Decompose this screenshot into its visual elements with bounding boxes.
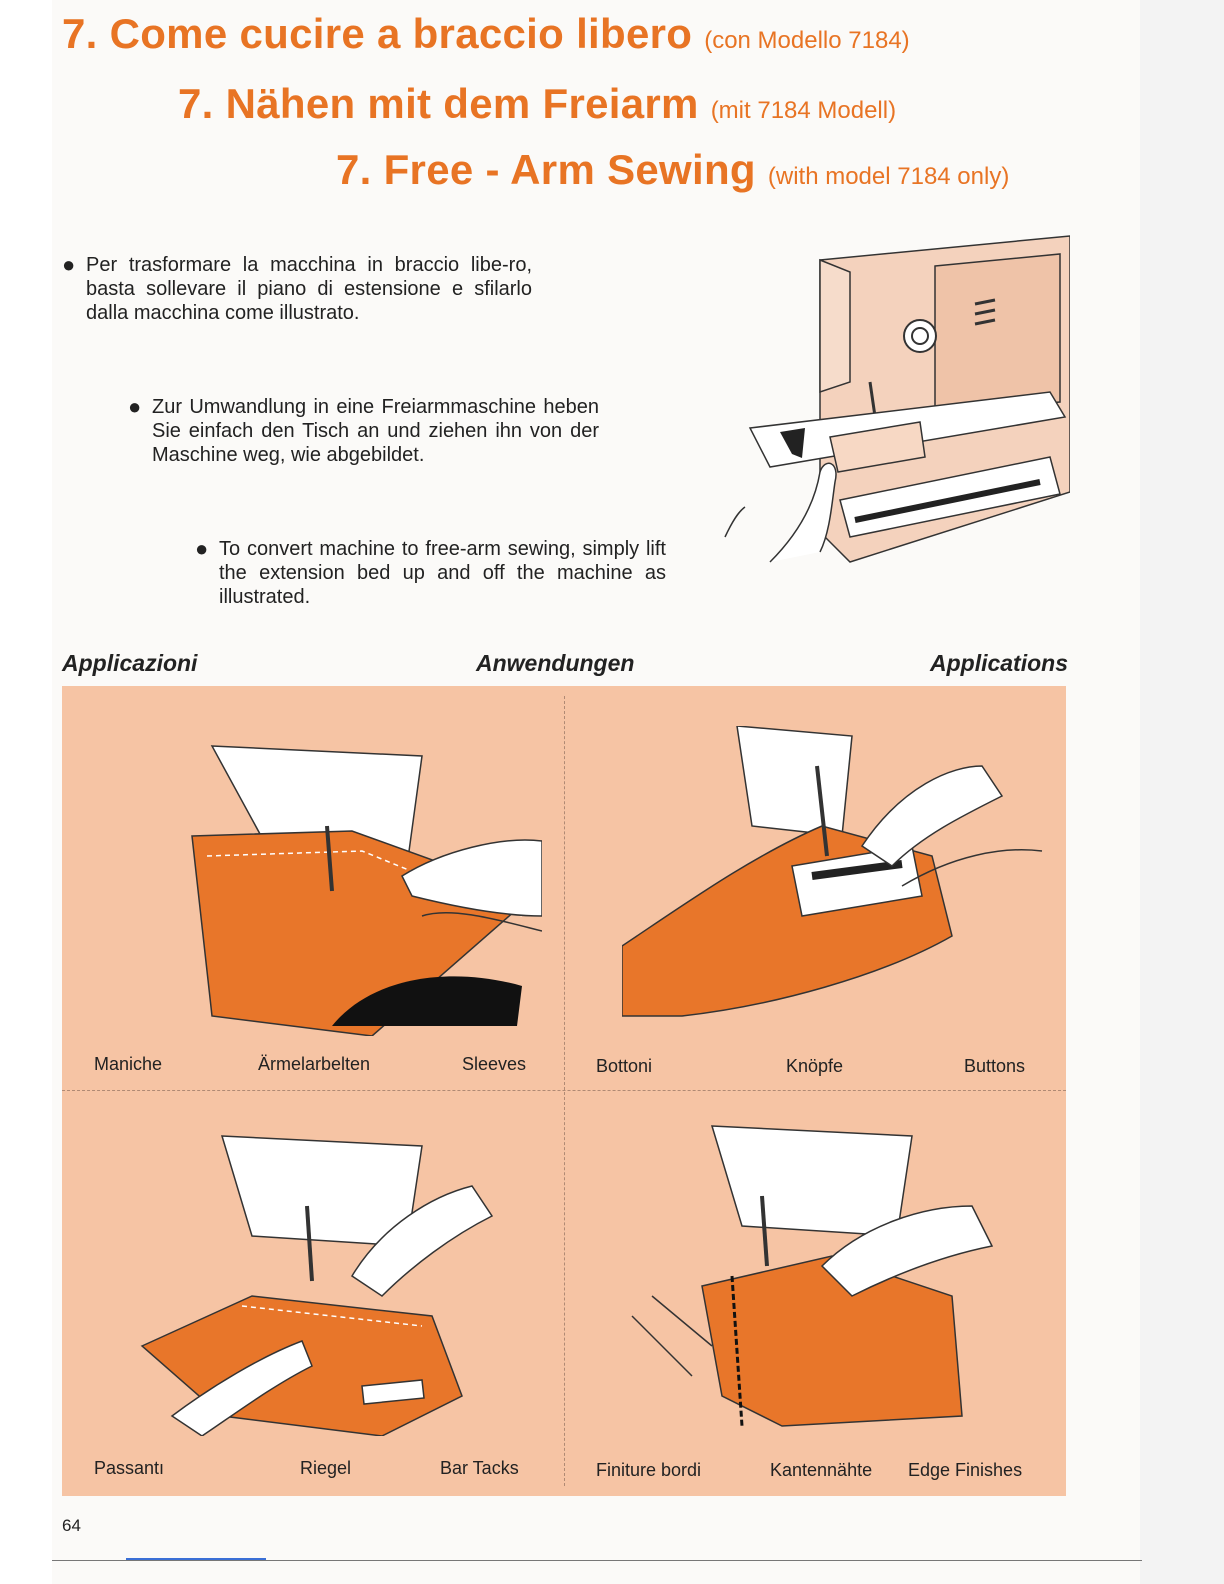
caption-sleeves-italian: Maniche	[94, 1054, 163, 1074]
caption-edge-finishes-english: Edge Finishes	[908, 1460, 1023, 1480]
caption-bar-tacks-english: Bar Tacks	[440, 1458, 519, 1478]
caption-buttons-italian: Bottoni	[596, 1056, 653, 1076]
caption-buttons-german: Knöpfe	[786, 1056, 844, 1076]
sleeve-sewing-illustration	[122, 716, 542, 1036]
section-title-italian: Applicazioni	[62, 650, 198, 676]
page-number: 64	[62, 1516, 81, 1535]
bullet-icon: ●	[195, 536, 209, 561]
heading-english: 7. Free - Arm Sewing (with model 7184 only)	[336, 146, 1010, 193]
applications-panel	[62, 686, 1066, 1496]
bullet-icon: ●	[128, 394, 142, 419]
caption-sleeves-german: Ärmelarbelten	[258, 1054, 371, 1074]
caption-bar-tacks-italian: Passantı	[94, 1458, 165, 1478]
caption-buttons-english: Buttons	[964, 1056, 1026, 1076]
section-title-german: Anwendungen	[476, 650, 635, 676]
instruction-italian: ● Per trasformare la macchina in braccio libe-ro, basta sollevare il piano di estensione e sfilarlo dalla macchina come illustrato.	[62, 252, 532, 324]
bar-tack-sewing-illustration	[132, 1116, 532, 1436]
edge-finish-sewing-illustration	[622, 1116, 1062, 1436]
caption-edge-finishes-italian: Finiture bordi	[596, 1460, 702, 1480]
caption-bar-tacks-german: Riegel	[300, 1458, 352, 1478]
page-edge-marker	[126, 1558, 266, 1560]
vertical-divider	[564, 696, 565, 1486]
caption-edge-finishes-german: Kantennähte	[770, 1460, 873, 1480]
caption-sleeves-english: Sleeves	[462, 1054, 527, 1074]
button-sewing-illustration	[622, 726, 1062, 1026]
section-title-english: Applications	[929, 650, 1068, 676]
instruction-german: ● Zur Umwandlung in eine Freiarmmaschine heben Sie einfach den Tisch an und ziehen ihn von der Maschine weg, wie abgebildet.	[128, 394, 599, 466]
bullet-icon: ●	[62, 252, 76, 277]
sewing-machine-extension-illustration	[720, 232, 1070, 592]
heading-german: 7. Nähen mit dem Freiarm (mit 7184 Modell)	[178, 80, 897, 127]
heading-italian: 7. Come cucire a braccio libero (con Modello 7184)	[62, 10, 910, 57]
instruction-english: ● To convert machine to free-arm sewing, simply lift the extension bed up and off the machine as illustrated.	[195, 536, 666, 608]
horizontal-divider	[62, 1090, 1066, 1091]
bottom-rule	[52, 1560, 1142, 1561]
page-edge	[1140, 0, 1224, 1584]
